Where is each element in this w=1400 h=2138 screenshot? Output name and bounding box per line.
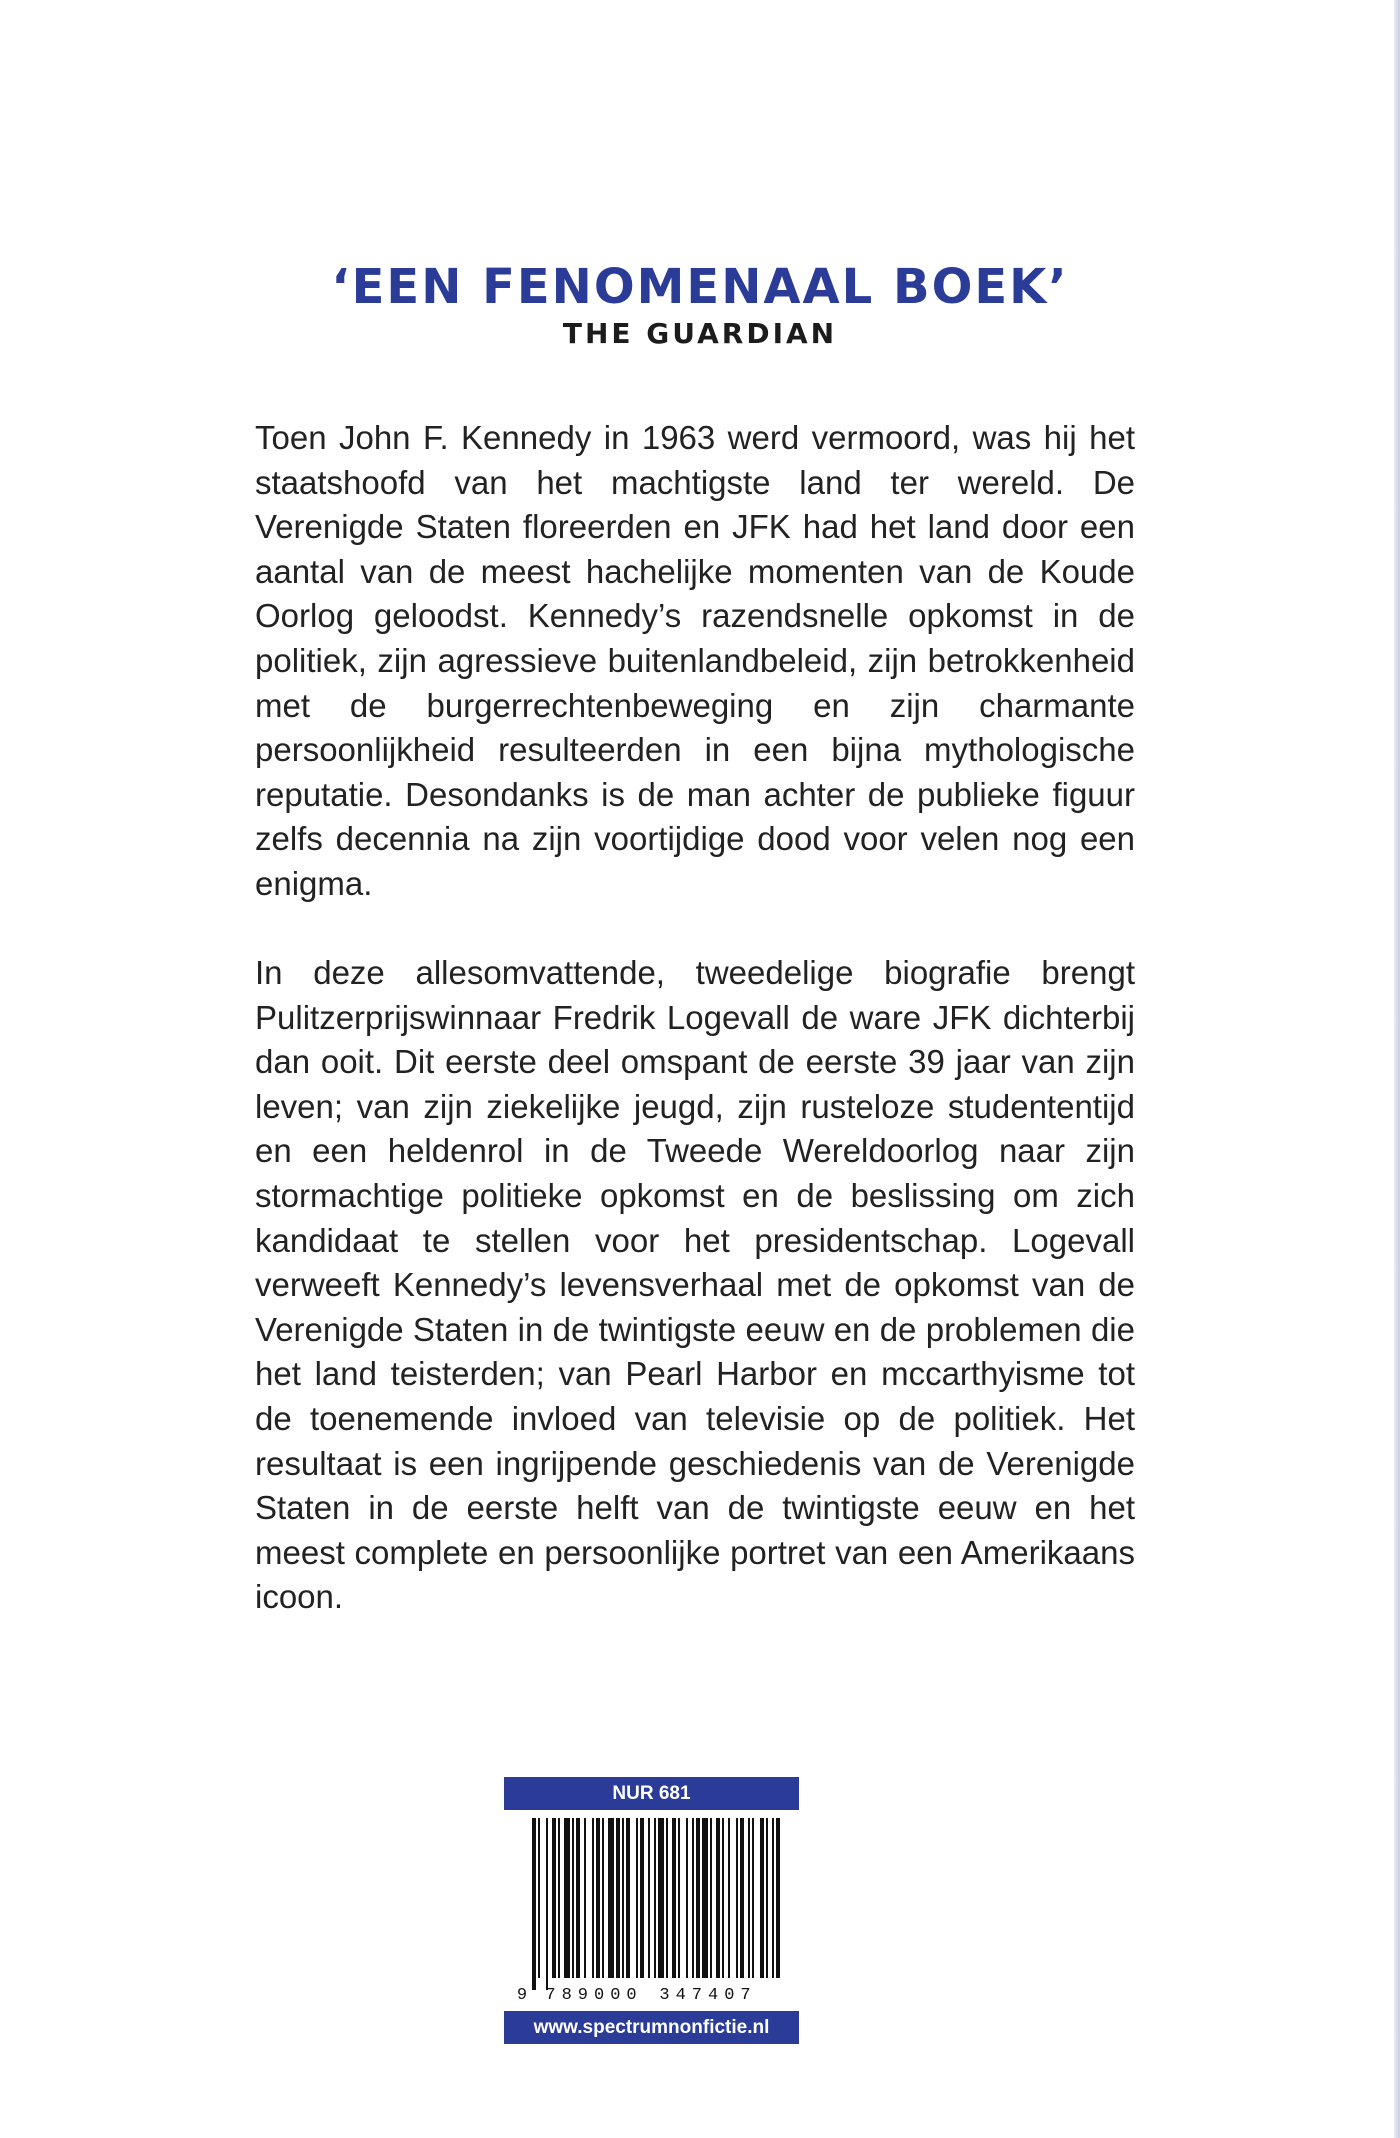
barcode-bar bbox=[572, 1818, 574, 1978]
barcode-bar bbox=[686, 1818, 688, 1978]
review-quote: ‘EEN FENOMENAAL BOEK’ bbox=[331, 259, 1069, 315]
blurb-paragraph-1: Toen John F. Kennedy in 1963 werd vermoord, was hij het staatshoofd van het machtigste land ter wereld. De Verenigde Staten floreerden en JFK had het land door een aantal van de meest hachelijke momenten van de Koude Oorlog geloodst. Kennedy’s razendsnelle opkomst in de politiek, zijn agressieve buitenlandbeleid, zijn betrokkenheid met de burgerrechtenbeweging en zijn charmante persoonlijkheid resulteerden in een bijna mythologische reputatie. Desondanks is de man achter de publieke figuur zelfs decennia na zijn voortijdige dood voor velen nog een enigma. bbox=[255, 419, 1135, 902]
barcode-bar bbox=[596, 1818, 600, 1978]
barcode-bar bbox=[602, 1818, 604, 1978]
barcode-bar bbox=[538, 1818, 540, 1978]
blurb-paragraph-2: In deze allesomvattende, tweedelige biografie brengt Pulitzerprijswinnaar Fredrik Logevall de ware JFK dichterbij dan ooit. Dit eerste deel omspant de eerste 39 jaar van zijn leven; van zijn ziekelijke jeugd, zijn rusteloze studententijd en een heldenrol in de Tweede Wereldoorlog naar zijn stormachtige politieke opkomst en de beslissing om zich kandidaat te stellen voor het presidentschap. Logevall verweeft Kennedy’s levensverhaal met de opkomst van de Verenigde Staten in de twintigste eeuw en de problemen die het land teisterden; van Pearl Harbor en mccarthyisme tot de toenemende invloed van televisie op de politiek. Het resultaat is een ingrijpende geschiedenis van de Verenigde Staten in de eerste helft van de twintigste eeuw en het meest complete en persoonlijke portret van een Amerikaans icoon. bbox=[255, 954, 1135, 1616]
barcode-bar bbox=[760, 1818, 764, 1978]
barcode-bar bbox=[648, 1818, 650, 1978]
barcode-bar bbox=[696, 1818, 700, 1978]
barcode-bar bbox=[558, 1818, 560, 1978]
barcode-bar bbox=[672, 1818, 676, 1978]
isbn-barcode bbox=[508, 1818, 791, 2003]
barcode-bar bbox=[702, 1818, 708, 1978]
barcode-bar bbox=[592, 1818, 594, 1978]
barcode-bar bbox=[532, 1818, 536, 1990]
barcode-bar bbox=[608, 1818, 614, 1978]
isbn-group-1: 789000 bbox=[545, 1986, 643, 2003]
barcode-bar bbox=[546, 1818, 548, 1990]
barcode-bar bbox=[584, 1818, 586, 1978]
nur-label: NUR 681 bbox=[504, 1777, 799, 1810]
barcode-bar bbox=[776, 1818, 780, 1978]
quote-source: THE GUARDIAN bbox=[562, 317, 838, 350]
barcode-bar bbox=[658, 1818, 664, 1978]
isbn-group-2: 347407 bbox=[659, 1986, 757, 2003]
barcode-bar bbox=[710, 1818, 712, 1978]
barcode-bar bbox=[622, 1818, 624, 1978]
barcode-block bbox=[504, 1777, 799, 2044]
barcode-bar bbox=[616, 1818, 620, 1978]
barcode-bar bbox=[722, 1818, 724, 1978]
barcode-bar bbox=[736, 1818, 738, 1978]
barcode-bar bbox=[564, 1818, 570, 1978]
barcode-bar bbox=[728, 1818, 730, 1978]
barcode-bar bbox=[666, 1818, 668, 1978]
publisher-website: www.spectrumnonfictie.nl bbox=[504, 2011, 799, 2044]
barcode-bar bbox=[748, 1818, 750, 1978]
barcode-bar bbox=[740, 1818, 744, 1978]
isbn-lead-digit: 9 bbox=[516, 1986, 528, 2003]
barcode-bar bbox=[654, 1818, 656, 1978]
barcode-bar bbox=[636, 1818, 638, 1978]
barcode-bar bbox=[576, 1818, 580, 1978]
barcode-bar bbox=[552, 1818, 556, 1978]
barcode-bar bbox=[626, 1818, 630, 1978]
barcode-bar bbox=[692, 1818, 694, 1978]
barcode-bar bbox=[766, 1818, 768, 1978]
barcode-bar bbox=[716, 1818, 720, 1978]
barcode-bar bbox=[640, 1818, 644, 1978]
barcode-bar bbox=[772, 1818, 774, 1978]
barcode-bar bbox=[678, 1818, 680, 1978]
barcode-bar bbox=[752, 1818, 754, 1978]
